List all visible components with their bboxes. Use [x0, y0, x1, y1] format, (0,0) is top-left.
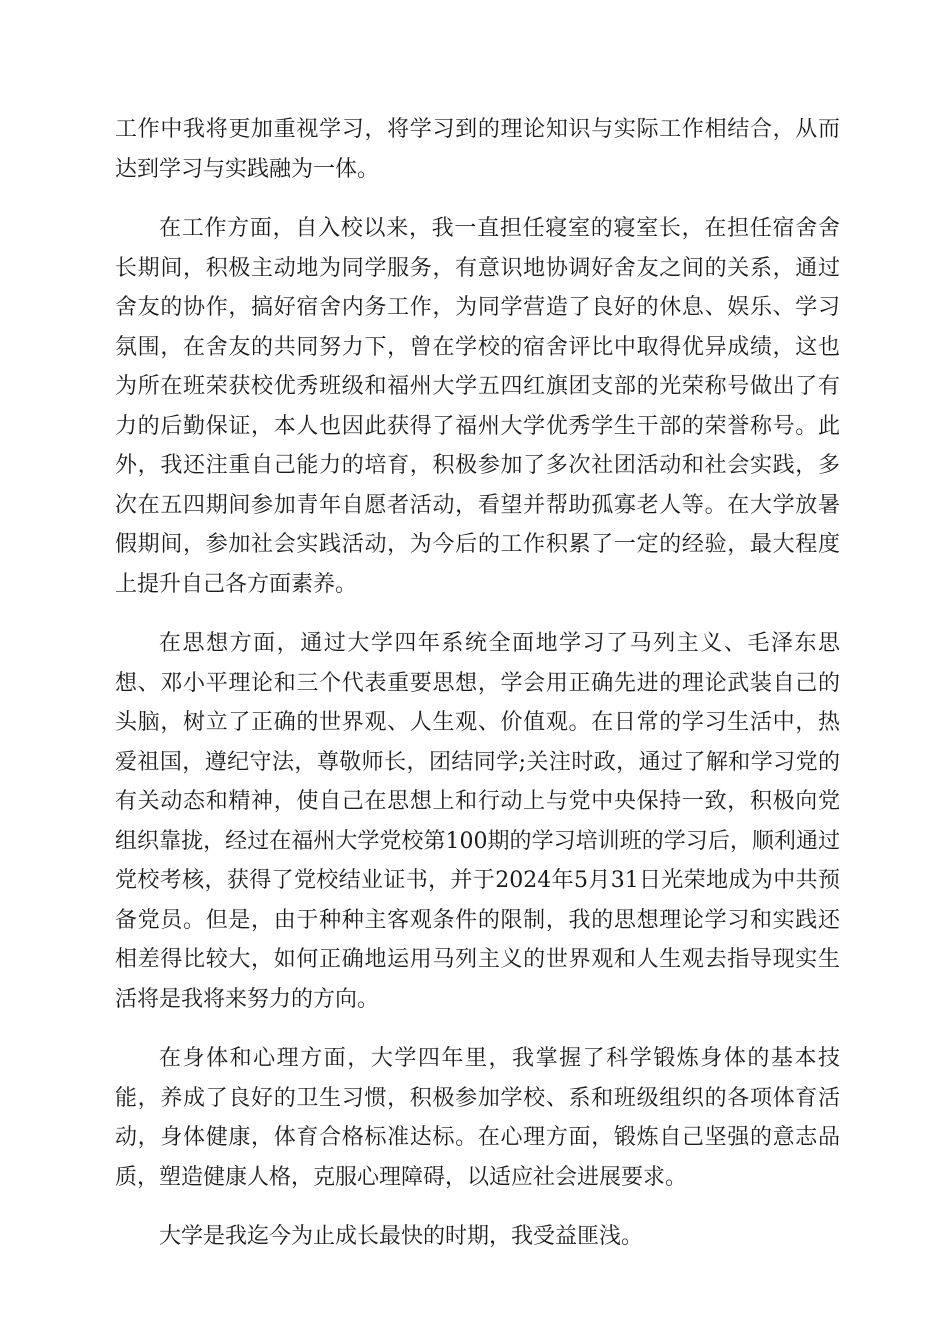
paragraph-2: 在工作方面，自入校以来，我一直担任寝室的寝室长，在担任宿舍舍长期间，积极主动地为同学服务，有意识地协调好舍友之间的关系，通过舍友的协作，搞好宿舍内务工作，为同学营造了良好的休息、娱乐、学习氛围，在舍友的共同努力下，曾在学校的宿舍评比中取得优异成绩，这也为所在班荣获校优秀班级和福州大学五四红旗团支部的光荣称号做出了有力的后勤保证，本人也因此获得了福州大学优秀学生干部的荣誉称号。此外，我还注重自己能力的培育，积极参加了多次社团活动和社会实践，多次在五四期间参加青年自愿者活动，看望并帮助孤寡老人等。在大学放暑假期间，参加社会实践活动，为今后的工作积累了一定的经验，最大程度上提升自己各方面素养。 — [115, 216, 840, 597]
paragraph-5: 大学是我迄今为止成长最快的时期，我受益匪浅。 — [159, 1224, 644, 1249]
paragraph-4: 在身体和心理方面，大学四年里，我掌握了科学锻炼身体的基本技能，养成了良好的卫生习惯，积极参加学校、系和班级组织的各项体育活动，身体健康，体育合格标准达标。在心理方面，锻炼自己坚强的意志品质，塑造健康人格，克服心理障碍，以适应社会进展要求。 — [115, 1046, 840, 1190]
document-body — [115, 110, 840, 1277]
paragraph-3: 在思想方面，通过大学四年系统全面地学习了马列主义、毛泽东思想、邓小平理论和三个代表重要思想，学会用正确先进的理论武装自己的头脑，树立了正确的世界观、人生观、价值观。在日常的学习生活中，热爱祖国，遵纪守法，尊敬师长，团结同学;关注时政，通过了解和学习党的有关动态和精神，使自己在思想上和行动上与党中央保持一致，积极向党组织靠拢，经过在福州大学党校第100期的学习培训班的学习后，顺利通过党校考核，获得了党校结业证书，并于2024年5月31日光荣地成为中共预备党员。但是，由于种种主客观条件的限制，我的思想理论学习和实践还相差得比较大，如何正确地运用马列主义的世界观和人生观去指导现实生活将是我将来努力的方向。 — [115, 631, 840, 1012]
paragraph-1: 工作中我将更加重视学习，将学习到的理论知识与实际工作相结合，从而达到学习与实践融为一体。 — [115, 117, 840, 182]
